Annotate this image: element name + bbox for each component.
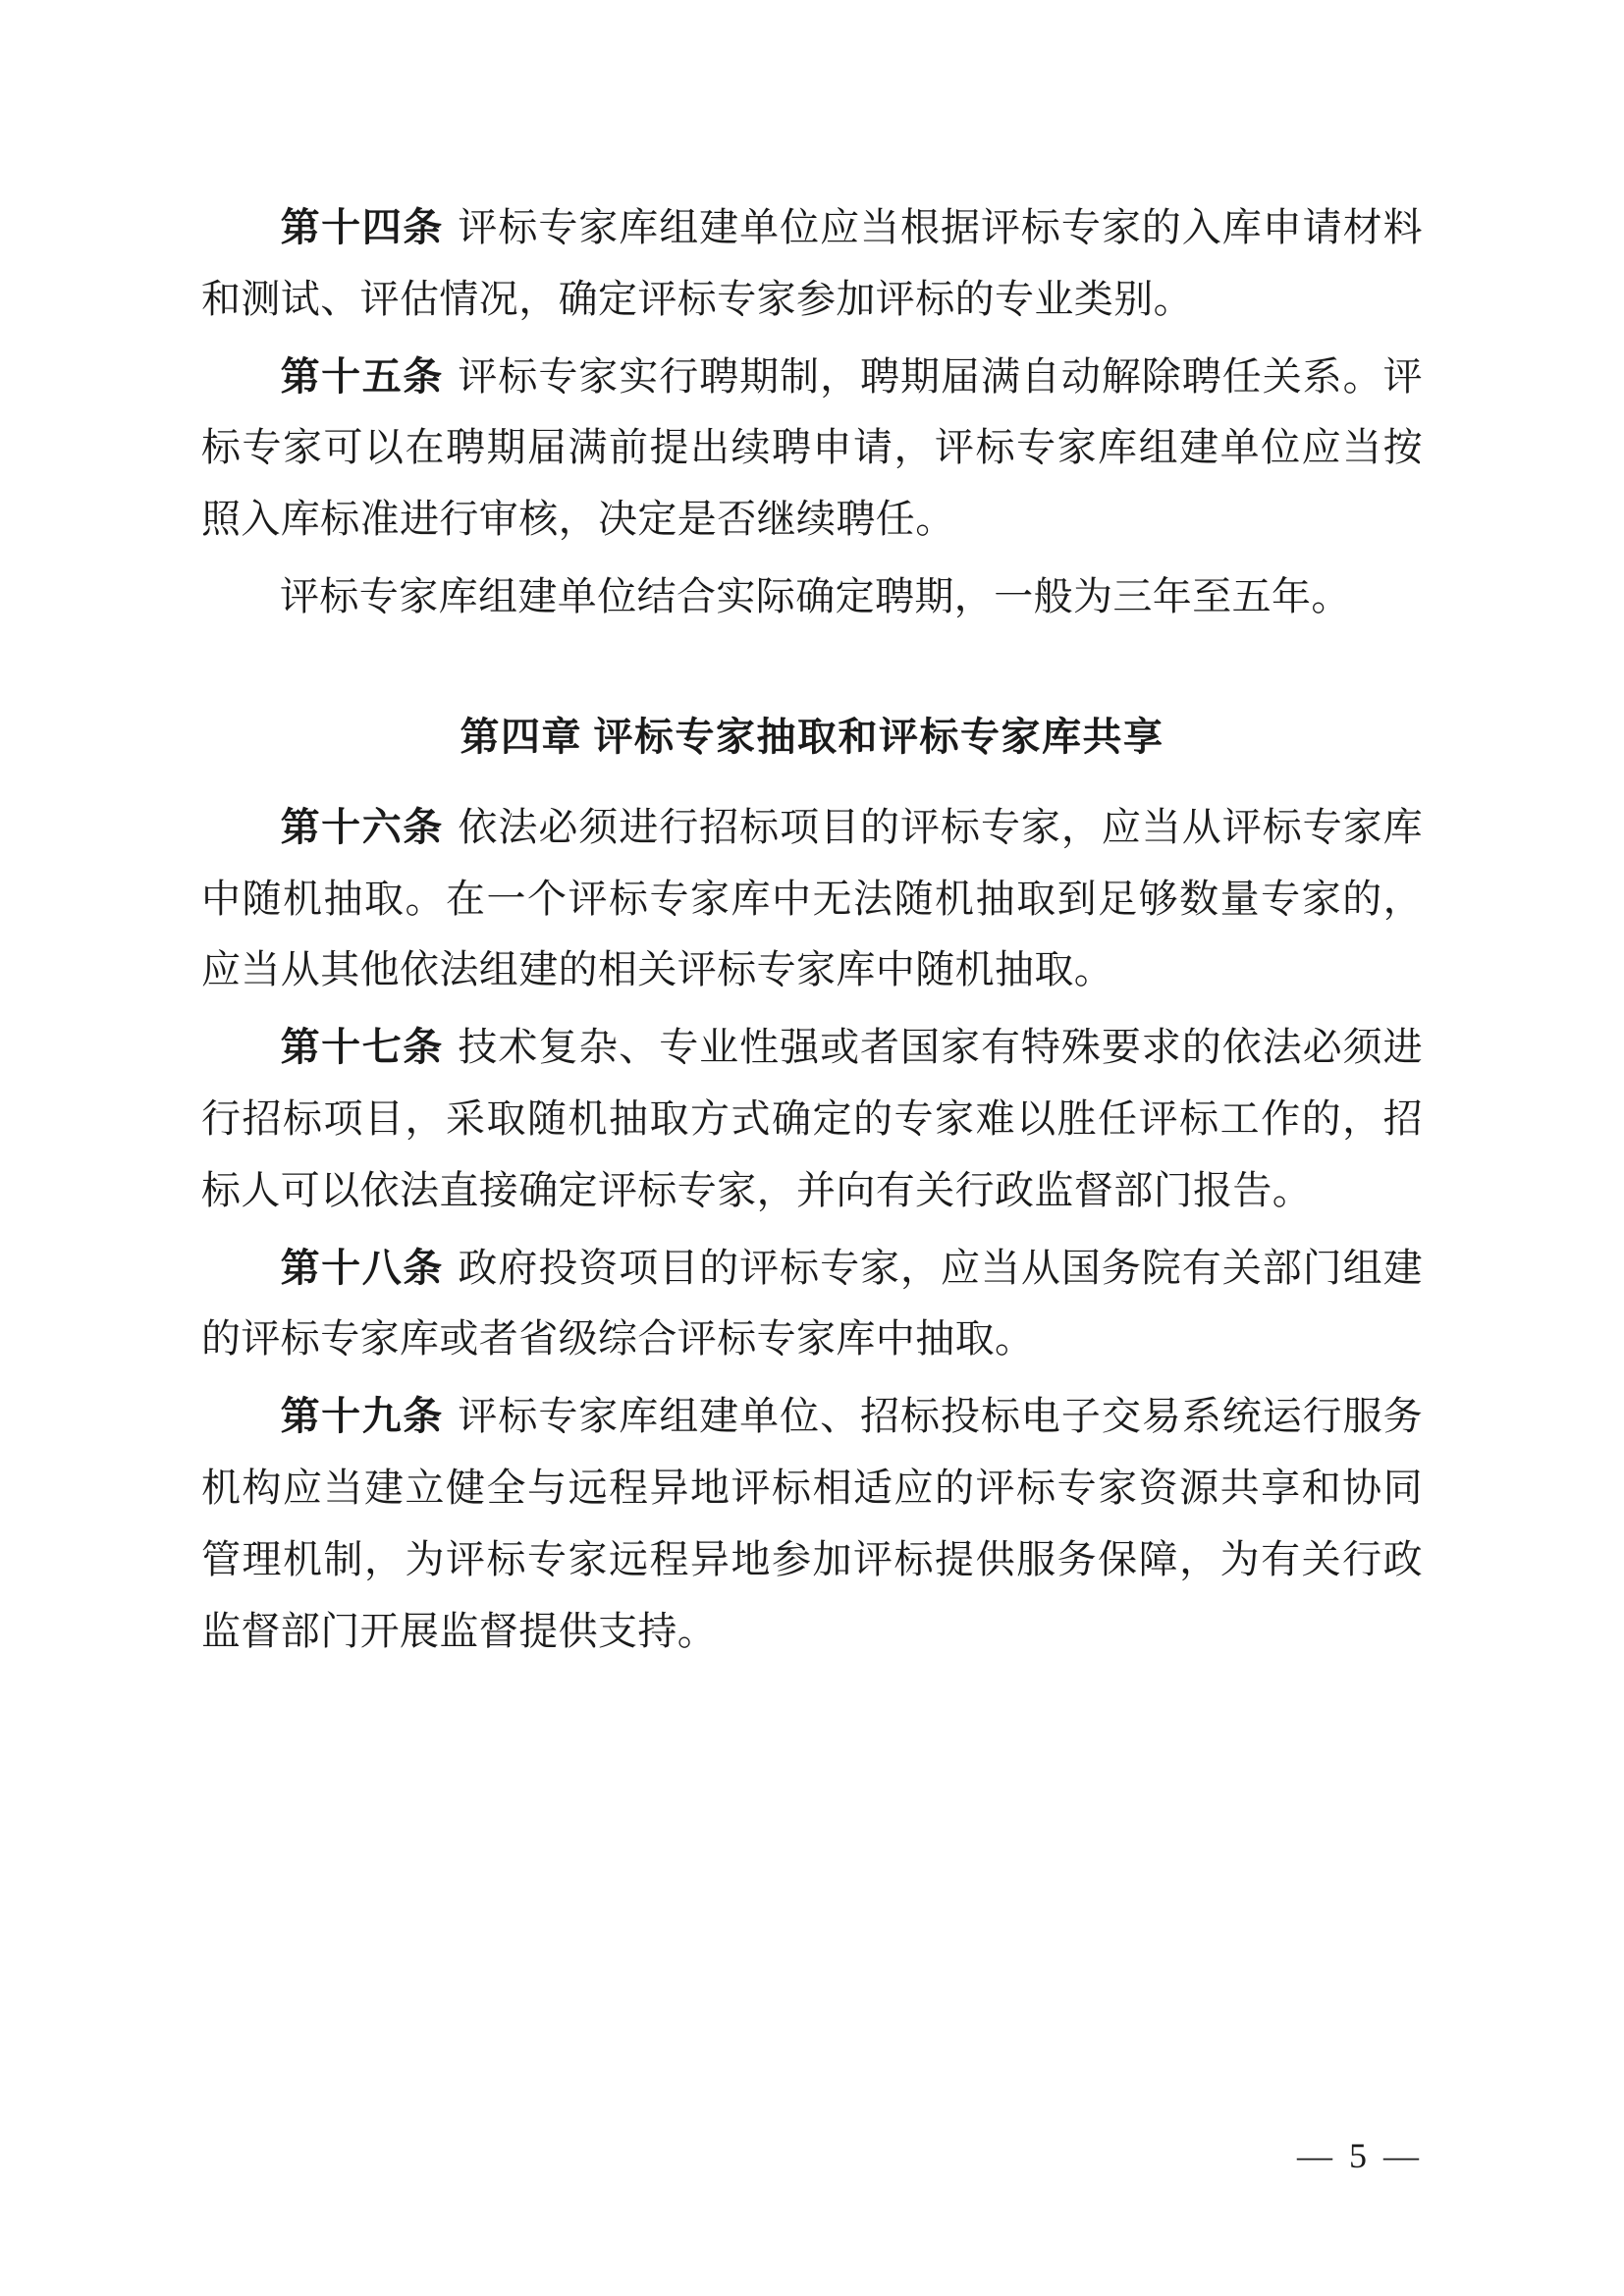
article-label-19: 第十九条 xyxy=(280,1394,444,1439)
article-text-17: 技术复杂、专业性强或者国家有特殊要求的依法必须进行招标项目，采取随机抽取方式确定的专家难以胜任评标工作的，招标人可以依法直接确定评标专家，并向有关行政监督部门报告。 xyxy=(201,1025,1423,1212)
article-paragraph-18 xyxy=(201,1233,1423,1376)
article-label-16: 第十六条 xyxy=(280,804,444,849)
article-paragraph-17 xyxy=(201,1012,1423,1226)
article-text-19: 评标专家库组建单位、招标投标电子交易系统运行服务机构应当建立健全与远程异地评标相适应的评标专家资源共享和协同管理机制，为评标专家远程异地参加评标提供服务保障，为有关行政监督部门开展监督提供支持。 xyxy=(201,1394,1423,1653)
article-paragraph-15-continued xyxy=(201,561,1423,633)
article-label-18: 第十八条 xyxy=(280,1245,444,1290)
chapter-heading-4: 第四章 评标专家抽取和评标专家库共享 xyxy=(460,714,1164,759)
article-text-16: 依法必须进行招标项目的评标专家，应当从评标专家库中随机抽取。在一个评标专家库中无法随机抽取到足够数量专家的，应当从其他依法组建的相关评标专家库中随机抽取。 xyxy=(201,804,1423,992)
article-label-15: 第十五条 xyxy=(280,353,444,399)
document-body xyxy=(201,192,1423,1667)
page-number: — 5 — xyxy=(1297,2136,1423,2175)
article-label-17: 第十七条 xyxy=(280,1025,444,1070)
article-paragraph-15 xyxy=(201,342,1423,556)
article-label-14: 第十四条 xyxy=(280,205,444,249)
article-paragraph-14 xyxy=(201,192,1423,336)
article-text-15: 评标专家实行聘期制，聘期届满自动解除聘任关系。评标专家可以在聘期届满前提出续聘申请，评标专家库组建单位应当按照入库标准进行审核，决定是否继续聘任。 xyxy=(201,353,1423,542)
article-text-15-continued: 评标专家库组建单位结合实际确定聘期，一般为三年至五年。 xyxy=(280,573,1351,618)
article-text-18: 政府投资项目的评标专家，应当从国务院有关部门组建的评标专家库或者省级综合评标专家库中抽取。 xyxy=(201,1245,1423,1362)
article-paragraph-16 xyxy=(201,792,1423,1006)
article-paragraph-19 xyxy=(201,1381,1423,1667)
article-text-14: 评标专家库组建单位应当根据评标专家的入库申请材料和测试、评估情况，确定评标专家参加评标的专业类别。 xyxy=(201,205,1423,321)
